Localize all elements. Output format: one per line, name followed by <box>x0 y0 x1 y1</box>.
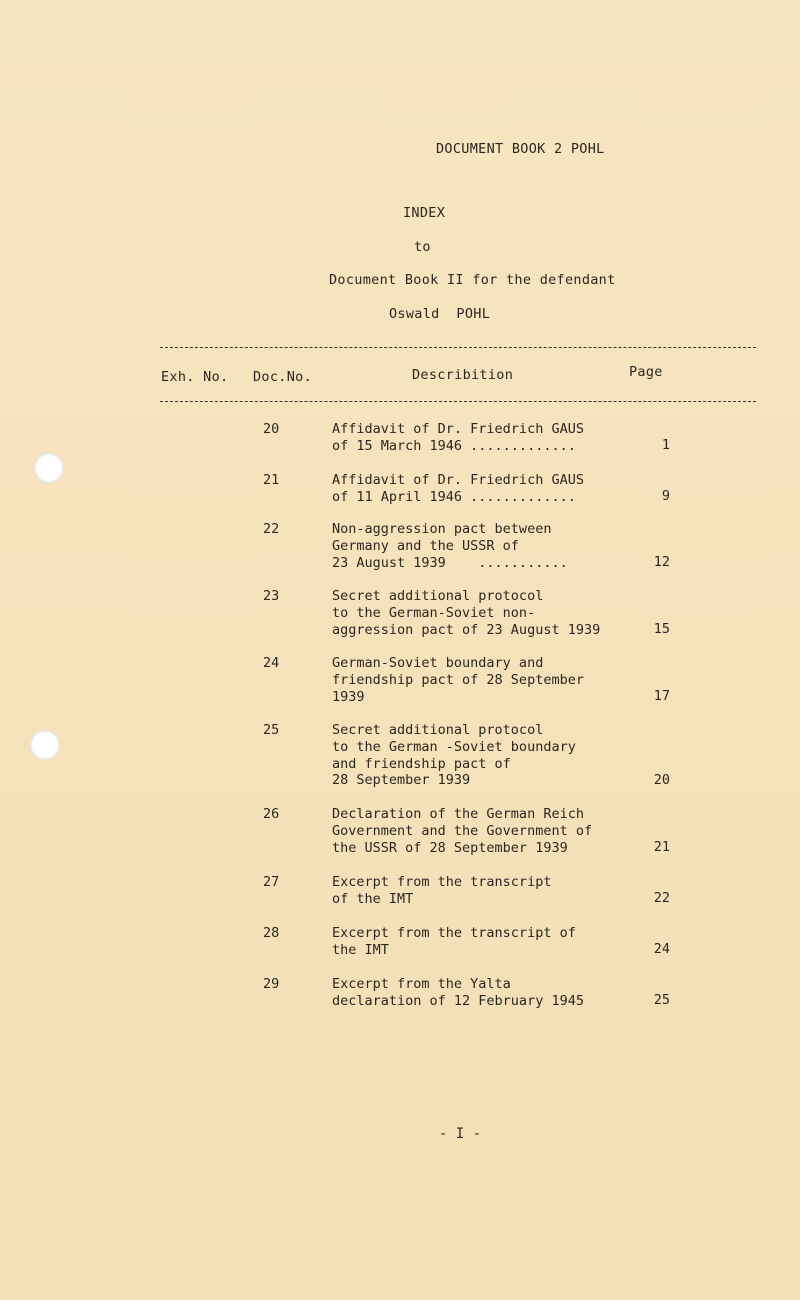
entry-description: German-Soviet boundary and friendship pact of 28 September 1939 <box>332 655 584 705</box>
column-description: Describition <box>412 367 514 383</box>
entry-doc-number: 24 <box>263 655 280 671</box>
entry-doc-number: 28 <box>263 925 280 941</box>
entry-doc-number: 27 <box>263 874 280 890</box>
entry-description: Excerpt from the transcript of the IMT <box>332 925 576 958</box>
entry-page-number: 9 <box>661 488 670 504</box>
entry-page-number: 1 <box>661 437 670 453</box>
index-to: to <box>414 239 431 255</box>
entry-page-number: 20 <box>653 772 670 788</box>
entry-description: Non-aggression pact between Germany and the USSR of 23 August 1939 ........... <box>332 521 568 571</box>
entry-description: Excerpt from the Yalta declaration of 12 February 1945 <box>332 976 584 1009</box>
entry-page-number: 25 <box>653 992 670 1008</box>
column-page: Page <box>629 364 663 380</box>
punch-hole-bottom <box>30 730 60 760</box>
entry-doc-number: 26 <box>263 806 280 822</box>
entry-page-number: 24 <box>653 941 670 957</box>
entry-description: Secret additional protocol to the German-Soviet non- aggression pact of 23 August 1939 <box>332 588 601 638</box>
page-number: - I - <box>438 1126 482 1142</box>
entry-description: Declaration of the German Reich Government and the Government of the USSR of 28 September 1939 <box>332 806 593 856</box>
entry-doc-number: 25 <box>263 722 280 738</box>
entry-doc-number: 22 <box>263 521 280 537</box>
entry-description: Excerpt from the transcript of the IMT <box>332 874 552 907</box>
page-number-footer <box>0 1126 800 1142</box>
punch-hole-top <box>34 453 64 483</box>
entry-page-number: 22 <box>653 890 670 906</box>
document-book-title: DOCUMENT BOOK 2 POHL <box>436 141 605 157</box>
index-heading: INDEX <box>403 205 446 221</box>
entry-doc-number: 21 <box>263 472 280 488</box>
column-exh-no: Exh. No. <box>161 369 229 385</box>
entry-page-number: 15 <box>653 621 670 637</box>
entry-doc-number: 23 <box>263 588 280 604</box>
entry-page-number: 17 <box>653 688 670 704</box>
entry-page-number: 12 <box>653 554 670 570</box>
divider-top <box>160 347 756 348</box>
defendant-name: Oswald POHL <box>389 306 491 322</box>
entry-description: Affidavit of Dr. Friedrich GAUS of 11 April 1946 ............. <box>332 472 584 505</box>
column-doc-no: Doc.No. <box>253 369 312 385</box>
divider-header <box>160 401 756 402</box>
entry-description: Secret additional protocol to the German -Soviet boundary and friendship pact of 28 September 1939 <box>332 722 576 789</box>
entry-description: Affidavit of Dr. Friedrich GAUS of 15 March 1946 ............. <box>332 421 584 454</box>
index-subtitle: Document Book II for the defendant <box>329 272 616 288</box>
entry-doc-number: 20 <box>263 421 280 437</box>
entry-page-number: 21 <box>653 839 670 855</box>
entry-doc-number: 29 <box>263 976 280 992</box>
